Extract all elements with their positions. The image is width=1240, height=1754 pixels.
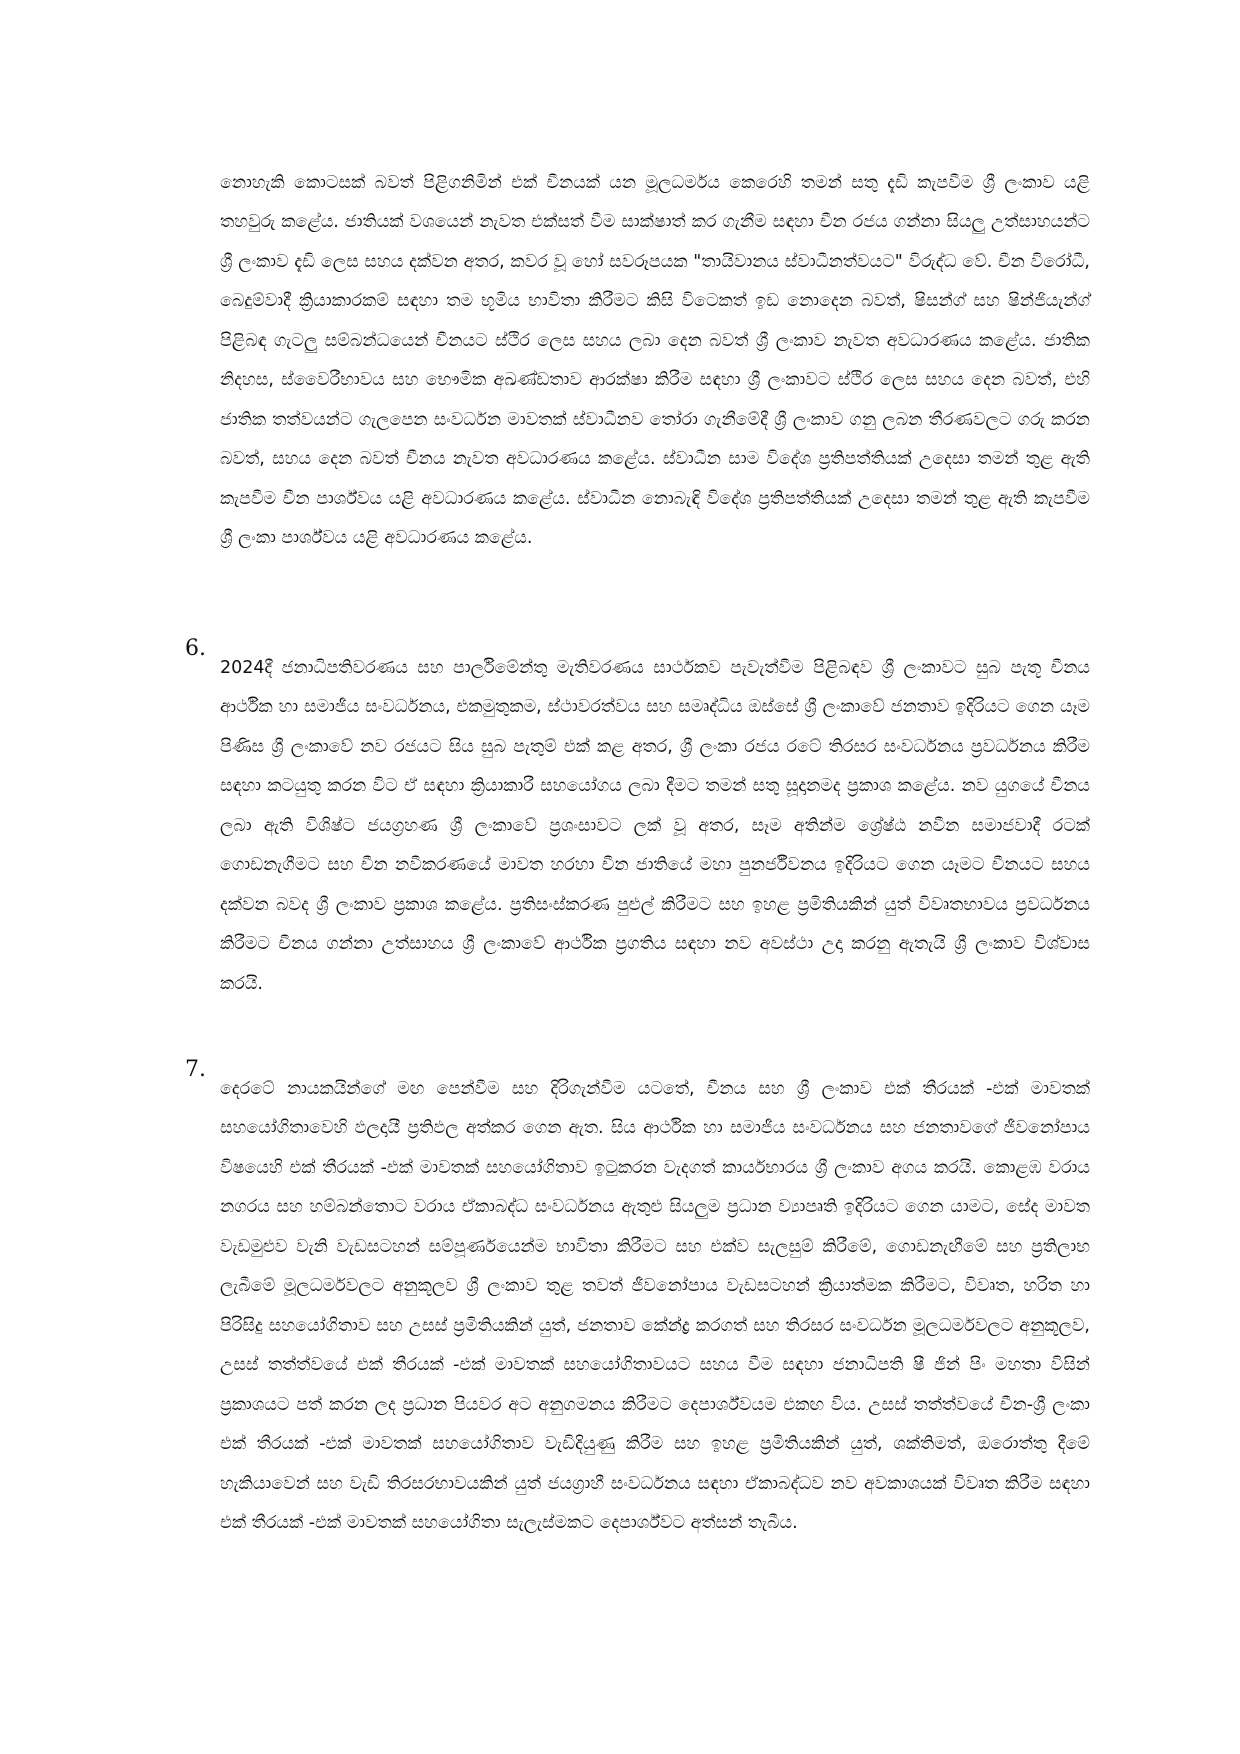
item-number-7: 7. (185, 1057, 206, 1082)
paragraph-item-6: 2024දී ජනාධිපතිවරණය සහ පාර්ලිමේන්තු මැතිවරණය සාර්ථකව පැවැත්වීම පිළිබඳව ශ්‍රී ලංකාවට සුබ පැතූ චීනය ආර්ථික හා සමාජීය සංවර්ධනය, එකමුතුකම, ස්ථාවරත්වය සහ සමෘද්ධිය ඔස්සේ ශ්‍රී ලංකාවේ ජනතාව ඉදිරියට ගෙන යෑම පිණිස ශ්‍රී ලංකාවේ නව රජයට සිය සුබ පැතුම් එක් කළ අතර, ශ්‍රී ලංකා රජය රටේ තිරසර සංවර්ධනය ප්‍රවර්ධනය කිරීම සඳහා කටයුතු කරන විට ඒ සඳහා ක්‍රියාකාරී සහයෝගය ලබා දීමට තමන් සතු සූදානමද ප්‍රකාශ කළේය. නව යුගයේ චීනය ලබා ඇති විශිෂ්ට ජයග්‍රහණ ශ්‍රී ලංකාවේ ප්‍රශංසාවට ලක් වූ අතර, සෑම අතින්ම ශ්‍රේෂ්ඨ නවීන සමාජවාදී රටක් ගොඩනැගීමට සහ චීන නවීකරණයේ මාවත හරහා චීන ජාතියේ මහා පුනර්ජීවනය ඉදිරියට ගෙන යෑමට චීනයට සහය දක්වන බවද ශ්‍රී ලංකාව ප්‍රකාශ කළේය. ප්‍රතිසංස්කරණ පුළුල් කිරීමට සහ ඉහළ ප්‍රමිතියකින් යුත් විවෘතභාවය ප්‍රවර්ධනය කිරීමට චීනය ගන්නා උත්සාහය ශ්‍රී ලංකාවේ ආර්ථික ප්‍රගතිය සඳහා නව අවස්ථා උදා කරනු ඇතැයි ශ්‍රී ලංකාව විශ්වාස කරයි. (220, 657, 1090, 994)
paragraph-continuation: නොහැකි කොටසක් බවත් පිළිගනිමින් එක් චීනයක් යන මූලධර්මය කෙරෙහි තමන් සතු දැඩි කැපවීම ශ්‍රී ලංකාව යළි තහවුරු කළේය. ජාතියක් වශයෙන් නැවත එක්සත් වීම සාක්ෂාත් කර ගැනීම සඳහා චීන රජය ගන්නා සියලු උත්සාහයන්ට ශ්‍රී ලංකාව දැඩි ලෙස සහය දක්වන අතර, කවර වූ හෝ සවරූපයක "තායිවානය ස්වාධීනත්වයට" විරුද්ධ වේ. චීන විරෝධී, බෙදුම්වාදී ක්‍රියාකාරකම් සඳහා තම භූමිය භාවිතා කිරීමට කිසි විටෙකත් ඉඩ නොදෙන බවත්, ෂිසන්ග් සහ ෂින්ජියැන්ග් පිළිබඳ ගැටලු සම්බන්ධයෙන් චීනයට ස්ථිර ලෙස සහය ලබා දෙන බවත් ශ්‍රී ලංකාව නැවත අවධාරණය කළේය. ජාතික නිදහස, ස්වෛරීභාවය සහ භෞමික අඛණ්ඩතාව ආරක්ෂා කිරීම සඳහා ශ්‍රී ලංකාවට ස්ථිර ලෙස සහය දෙන බවත්, එහි ජාතික තත්වයන්ට ගැලපෙන සංවර්ධන මාවතක් ස්වාධීනව තෝරා ගැනීමේදී ශ්‍රී ලංකාව ගනු ලබන තීරණවලට ගරු කරන බවත්, සහය දෙන බවත් චීනය නැවත අවධාරණය කළේය. ස්වාධීන සාම විදේශ ප්‍රතිපත්තියක් උදෙසා තමන් තුළ ඇති කැපවීම චීන පාර්ශ්වය යළි අවධාරණය කළේය. ස්වාධීන නොබැඳි විදේශ ප්‍රතිපත්තියක් උදෙසා තමන් තුළ ඇති කැපවීම ශ්‍රී ලංකා පාර්ශ්වය යළි අවධාරණය කළේය. (220, 172, 1090, 548)
item-number-6: 6. (185, 636, 206, 661)
paragraph-item-7: දෙරටේ නායකයින්ගේ මඟ පෙන්වීම සහ දිරිගැන්වීම යටතේ, චීනය සහ ශ්‍රී ලංකාව එක් තීරයක් -එක් මාවතක් සහයෝගිතාවෙහි ඵලදායී ප්‍රතිඵල අත්කර ගෙන ඇත. සිය ආර්ථික හා සමාජීය සංවර්ධනය සහ ජනතාවගේ ජීවනෝපාය විෂයෙහි එක් තීරයක් -එක් මාවතක් සහයෝගිතාව ඉටුකරන වැදගත් කාර්යභාරය ශ්‍රී ලංකාව අගය කරයි. කොළඹ වරාය නගරය සහ හම්බන්තොට වරාය ඒකාබද්ධ සංවර්ධනය ඇතුළු සියලුම ප්‍රධාන ව්‍යාපෘති ඉදිරියට ගෙන යාමට, සේද මාවත වැඩමුළුව වැනි වැඩසටහන් සම්පූර්ණයෙන්ම භාවිතා කිරීමට සහ එක්ව සැලසුම් කිරීමේ, ගොඩනැඟීමේ සහ ප්‍රතිලාභ ලැබීමේ මූලධර්මවලට අනුකූලව ශ්‍රී ලංකාව තුළ තවත් ජීවනෝපාය වැඩසටහන් ක්‍රියාත්මක කිරීමට, විවෘත, හරිත හා පිරිසිදු සහයෝගිතාව සහ උසස් ප්‍රමිතියකින් යුත්, ජනතාව කේන්ද්‍ර කරගත් සහ තිරසර සංවර්ධන මූලධර්මවලට අනුකූලව, උසස් තත්ත්වයේ එක් තීරයක් -එක් මාවතක් සහයෝගිතාවයට සහය වීම සඳහා ජනාධිපති ෂී ජින් පිං මහතා විසින් ප්‍රකාශයට පත් කරන ලද ප්‍රධාන පියවර අට අනුගමනය කිරීමට දෙපාර්ශ්වයම එකඟ විය. උසස් තත්ත්වයේ චීන-ශ්‍රී ලංකා එක් තීරයක් -එක් මාවතක් සහයෝගිතාව වැඩිදියුණු කිරීම සහ ඉහළ ප්‍රමිතියකින් යුත්, ශක්තිමත්, ඔරොත්තු දීමේ හැකියාවෙන් සහ වැඩි තිරසරභාවයකින් යුත් ජයග්‍රාහී සංවර්ධනය සඳහා ඒකාබද්ධව නව අවකාශයක් විවෘත කිරීම සඳහා එක් තීරයක් -එක් මාවතක් සහයෝගිතා සැලැස්මකට දෙපාර්ශ්වට අත්සන් තැබීය. (220, 1078, 1090, 1533)
